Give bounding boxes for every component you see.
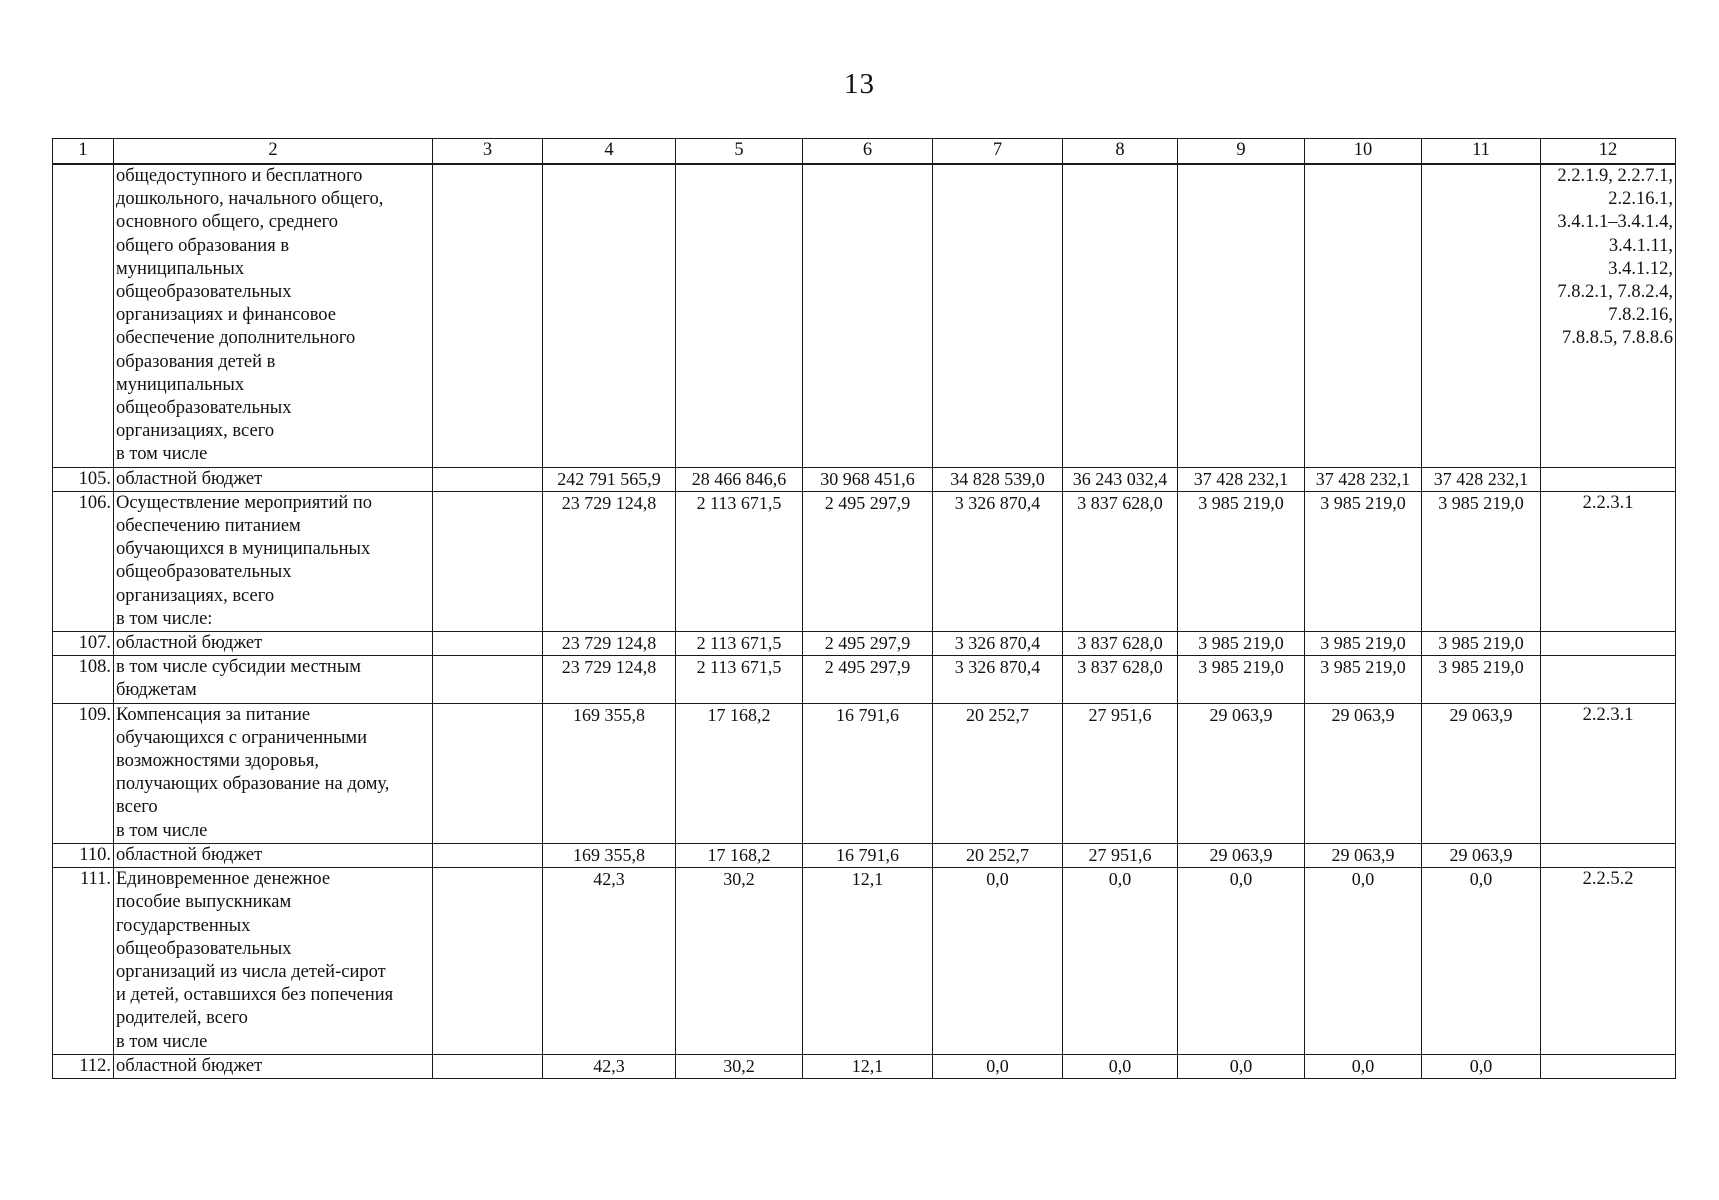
value-cell: 27 951,6	[1063, 843, 1178, 867]
row-name-line: основного общего, среднего	[116, 212, 339, 233]
value-cell	[1178, 164, 1305, 467]
value-cell: 3 985 219,0	[1178, 632, 1305, 656]
value-cell: 3 985 219,0	[1305, 491, 1422, 631]
col3-cell	[433, 656, 543, 703]
row-name	[114, 491, 433, 631]
value-cell: 0,0	[1063, 1054, 1178, 1078]
column-header: 5	[676, 139, 803, 165]
row-number: 105.	[53, 467, 114, 491]
table-row	[53, 868, 1676, 1055]
row-name-line: бюджетам	[116, 680, 197, 701]
reference-cell	[1541, 164, 1676, 467]
row-name-line: Компенсация за питание	[116, 704, 311, 725]
header-row	[53, 139, 1676, 165]
col3-cell	[433, 868, 543, 1055]
row-name-line: в том числе	[116, 820, 208, 841]
value-cell: 3 985 219,0	[1305, 632, 1422, 656]
value-cell: 3 326 870,4	[933, 656, 1063, 703]
row-name-line: общеобразовательных	[116, 282, 292, 303]
value-cell: 23 729 124,8	[543, 632, 676, 656]
value-cell: 0,0	[933, 1054, 1063, 1078]
row-name	[114, 843, 433, 867]
reference-cell	[1541, 467, 1676, 491]
value-cell: 29 063,9	[1422, 703, 1541, 843]
row-name-line: организациях, всего	[116, 421, 275, 442]
row-name	[114, 703, 433, 843]
row-number: 106.	[53, 491, 114, 631]
reference-line: 3.4.1.12,	[1608, 258, 1673, 279]
value-cell: 3 985 219,0	[1422, 656, 1541, 703]
reference-line: 7.8.2.16,	[1608, 305, 1673, 326]
value-cell: 37 428 232,1	[1305, 467, 1422, 491]
row-name-line: дошкольного, начального общего,	[116, 189, 384, 210]
value-cell: 3 837 628,0	[1063, 656, 1178, 703]
reference-line: 2.2.3.1	[1582, 704, 1634, 725]
value-cell: 169 355,8	[543, 703, 676, 843]
row-name-line: общеобразовательных	[116, 398, 292, 419]
value-cell: 0,0	[933, 868, 1063, 1055]
value-cell: 3 985 219,0	[1305, 656, 1422, 703]
reference-line: 2.2.16.1,	[1608, 189, 1673, 210]
row-name-line: муниципальных	[116, 374, 245, 395]
value-cell: 2 113 671,5	[676, 632, 803, 656]
col3-cell	[433, 632, 543, 656]
column-header: 8	[1063, 139, 1178, 165]
row-name	[114, 656, 433, 703]
column-header: 4	[543, 139, 676, 165]
row-name-line: в том числе:	[116, 608, 213, 629]
reference-cell	[1541, 868, 1676, 1055]
row-name-line: и детей, оставшихся без попечения	[116, 985, 394, 1006]
column-header: 2	[114, 139, 433, 165]
value-cell: 0,0	[1305, 868, 1422, 1055]
column-header: 10	[1305, 139, 1422, 165]
col3-cell	[433, 164, 543, 467]
value-cell	[1063, 164, 1178, 467]
column-header: 12	[1541, 139, 1676, 165]
value-cell: 20 252,7	[933, 703, 1063, 843]
row-number: 107.	[53, 632, 114, 656]
row-name-line: государственных	[116, 915, 251, 936]
row-name-line: общедоступного и бесплатного	[116, 166, 363, 186]
row-number: 110.	[53, 843, 114, 867]
budget-table	[52, 138, 1676, 1079]
value-cell: 30,2	[676, 868, 803, 1055]
reference-cell	[1541, 703, 1676, 843]
row-name-line: обучающихся с ограниченными	[116, 727, 368, 748]
column-header: 9	[1178, 139, 1305, 165]
value-cell: 242 791 565,9	[543, 467, 676, 491]
row-name	[114, 164, 433, 467]
row-number	[53, 164, 114, 467]
value-cell: 16 791,6	[803, 843, 933, 867]
row-name	[114, 632, 433, 656]
reference-line: 3.4.1.11,	[1608, 235, 1673, 256]
value-cell: 29 063,9	[1178, 843, 1305, 867]
value-cell: 169 355,8	[543, 843, 676, 867]
value-cell: 2 495 297,9	[803, 656, 933, 703]
reference-line: 2.2.3.1	[1582, 492, 1634, 513]
page-number: 13	[844, 68, 875, 100]
col3-cell	[433, 703, 543, 843]
value-cell: 3 837 628,0	[1063, 491, 1178, 631]
value-cell	[1305, 164, 1422, 467]
value-cell: 20 252,7	[933, 843, 1063, 867]
row-name	[114, 868, 433, 1055]
row-name-line: пособие выпускникам	[116, 892, 292, 913]
value-cell: 2 113 671,5	[676, 656, 803, 703]
reference-cell	[1541, 656, 1676, 703]
row-name-line: Единовременное денежное	[116, 869, 331, 890]
value-cell: 17 168,2	[676, 843, 803, 867]
col3-cell	[433, 467, 543, 491]
reference-line: 7.8.8.5, 7.8.8.6	[1562, 328, 1673, 349]
value-cell: 0,0	[1305, 1054, 1422, 1078]
row-name-line: общего образования в	[116, 235, 290, 256]
column-header: 11	[1422, 139, 1541, 165]
reference-cell	[1541, 632, 1676, 656]
row-name-line: родителей, всего	[116, 1008, 248, 1029]
value-cell: 37 428 232,1	[1422, 467, 1541, 491]
row-name-line: в том числе	[116, 1031, 208, 1052]
table-row	[53, 164, 1676, 467]
value-cell: 2 113 671,5	[676, 491, 803, 631]
table-row	[53, 467, 1676, 491]
value-cell: 27 951,6	[1063, 703, 1178, 843]
value-cell: 36 243 032,4	[1063, 467, 1178, 491]
row-name-line: муниципальных	[116, 258, 245, 279]
value-cell: 3 326 870,4	[933, 632, 1063, 656]
value-cell: 29 063,9	[1178, 703, 1305, 843]
value-cell: 0,0	[1422, 1054, 1541, 1078]
value-cell: 29 063,9	[1305, 703, 1422, 843]
row-name-line: организациях и финансовое	[116, 305, 336, 326]
reference-cell	[1541, 843, 1676, 867]
row-name-line: обеспечение дополнительного	[116, 328, 356, 349]
reference-cell	[1541, 491, 1676, 631]
row-name-line: обучающихся в муниципальных	[116, 539, 371, 560]
value-cell: 3 985 219,0	[1178, 656, 1305, 703]
column-header: 7	[933, 139, 1063, 165]
value-cell: 17 168,2	[676, 703, 803, 843]
value-cell: 42,3	[543, 868, 676, 1055]
row-name	[114, 1054, 433, 1078]
value-cell: 29 063,9	[1305, 843, 1422, 867]
row-name-line: в том числе	[116, 444, 208, 465]
value-cell: 28 466 846,6	[676, 467, 803, 491]
row-name-line: возможностями здоровья,	[116, 751, 320, 772]
value-cell: 42,3	[543, 1054, 676, 1078]
value-cell: 34 828 539,0	[933, 467, 1063, 491]
row-name-line: общеобразовательных	[116, 562, 292, 583]
value-cell	[543, 164, 676, 467]
value-cell: 16 791,6	[803, 703, 933, 843]
row-name	[114, 467, 433, 491]
row-number: 108.	[53, 656, 114, 703]
table-row	[53, 656, 1676, 703]
row-name-line: Осуществление мероприятий по	[116, 492, 373, 513]
value-cell: 29 063,9	[1422, 843, 1541, 867]
value-cell	[933, 164, 1063, 467]
row-name-line: в том числе субсидии местным	[116, 657, 361, 678]
reference-line: 2.2.5.2	[1582, 869, 1634, 890]
value-cell	[1422, 164, 1541, 467]
value-cell: 23 729 124,8	[543, 656, 676, 703]
table-row	[53, 703, 1676, 843]
reference-line: 7.8.2.1, 7.8.2.4,	[1557, 282, 1673, 303]
value-cell: 3 326 870,4	[933, 491, 1063, 631]
value-cell: 3 985 219,0	[1422, 632, 1541, 656]
value-cell: 12,1	[803, 1054, 933, 1078]
row-name-line: организаций из числа детей-сирот	[116, 961, 386, 982]
row-name-line: организациях, всего	[116, 585, 275, 606]
value-cell: 3 985 219,0	[1422, 491, 1541, 631]
row-name-line: обеспечению питанием	[116, 516, 301, 537]
reference-line: 3.4.1.1–3.4.1.4,	[1557, 212, 1673, 233]
row-name-line: областной бюджет	[116, 1055, 263, 1076]
reference-cell	[1541, 1054, 1676, 1078]
value-cell: 0,0	[1063, 868, 1178, 1055]
row-name-line: получающих образование на дому,	[116, 774, 390, 795]
row-number: 109.	[53, 703, 114, 843]
row-name-line: общеобразовательных	[116, 938, 292, 959]
value-cell	[676, 164, 803, 467]
row-name-line: областной бюджет	[116, 633, 263, 654]
value-cell: 23 729 124,8	[543, 491, 676, 631]
row-name-line: областной бюджет	[116, 844, 263, 865]
table-row	[53, 632, 1676, 656]
table-row	[53, 491, 1676, 631]
column-header: 1	[53, 139, 114, 165]
value-cell: 2 495 297,9	[803, 491, 933, 631]
column-header: 6	[803, 139, 933, 165]
value-cell: 0,0	[1422, 868, 1541, 1055]
value-cell: 30 968 451,6	[803, 467, 933, 491]
value-cell: 0,0	[1178, 1054, 1305, 1078]
col3-cell	[433, 1054, 543, 1078]
row-number: 112.	[53, 1054, 114, 1078]
table-row	[53, 1054, 1676, 1078]
value-cell: 0,0	[1178, 868, 1305, 1055]
row-name-line: областной бюджет	[116, 468, 263, 489]
column-header: 3	[433, 139, 543, 165]
col3-cell	[433, 491, 543, 631]
value-cell: 12,1	[803, 868, 933, 1055]
value-cell: 3 985 219,0	[1178, 491, 1305, 631]
value-cell: 37 428 232,1	[1178, 467, 1305, 491]
row-name-line: образования детей в	[116, 351, 276, 372]
row-number: 111.	[53, 868, 114, 1055]
table-row	[53, 843, 1676, 867]
value-cell: 2 495 297,9	[803, 632, 933, 656]
reference-line: 2.2.1.9, 2.2.7.1,	[1557, 166, 1673, 186]
col3-cell	[433, 843, 543, 867]
value-cell: 3 837 628,0	[1063, 632, 1178, 656]
value-cell: 30,2	[676, 1054, 803, 1078]
row-name-line: всего	[116, 797, 158, 818]
value-cell	[803, 164, 933, 467]
